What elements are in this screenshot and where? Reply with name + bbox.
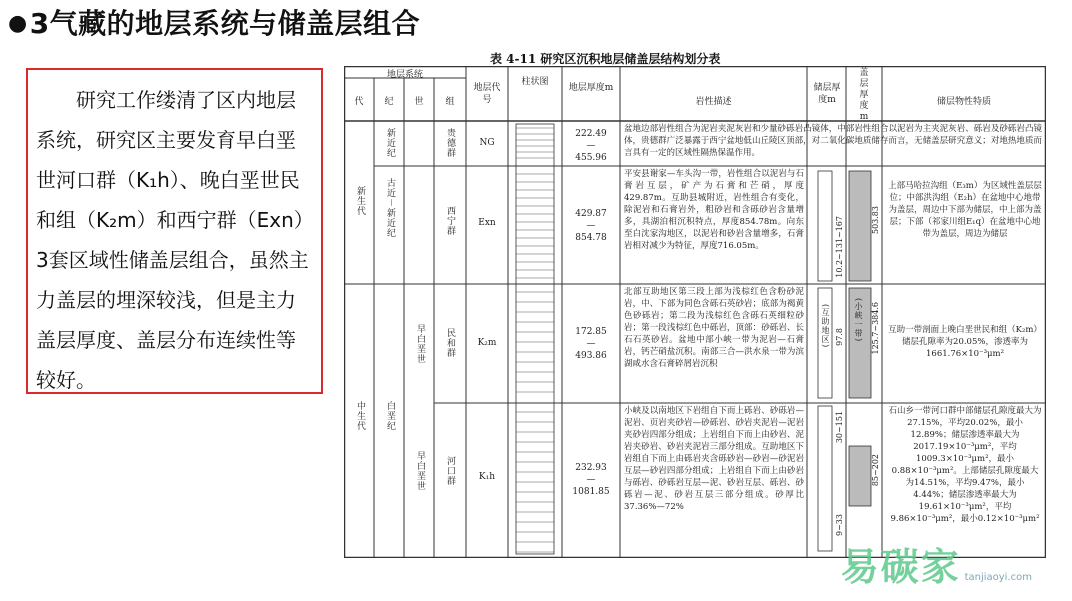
cap-exn: 503.83	[871, 206, 880, 234]
thickness-exn: 429.87 — 854.78	[575, 209, 607, 243]
code-k1h: K₁h	[478, 472, 496, 482]
reservoir-exn: 10.2~131~167	[835, 216, 844, 278]
properties-k1h: 石山乡一带河口群中部储层孔隙度最大为27.15%，平均20.02%，最小12.89%；储层渗透率最大为2017.19×10⁻³μm²，平均1009.3×10⁻³μm²，最小0.88×10⁻³μm²。上部储层孔隙度最大为14.51%，平均9.47%，最小4.44%；储层渗透率最大为19.61×10⁻³μm²，平均9.86×10⁻³μm²，最小0.12×10⁻³μm²	[888, 406, 1042, 524]
period-paleo-neogene: 古近－新近纪	[385, 178, 395, 239]
cap-k1h: 85~202	[871, 454, 880, 487]
epoch-k2m: 早白垩世	[415, 324, 425, 364]
era-cenozoic: 新生代	[355, 186, 365, 216]
header-strat-system: 地层系统	[386, 70, 423, 80]
header-epoch: 世	[414, 97, 424, 107]
watermark-logo	[841, 536, 1032, 591]
reservoir-note-k2m: (互助地区)	[821, 304, 830, 349]
code-k2m: K₂m	[477, 338, 497, 348]
header-thickness: 地层厚度m	[568, 83, 614, 93]
watermark-url: tanjiaoyi.com	[964, 572, 1032, 583]
group-xining: 西宁群	[445, 206, 455, 236]
header-group: 组	[445, 97, 455, 107]
cap-k2m: 125.7~384.6	[871, 302, 880, 355]
lithology-exn: 平安县谢家—车头沟一带，岩性组合以泥岩与石膏岩互层，矿产为石膏和芒硝，厚度429.87m。互助县城附近，岩性组合有变化，除泥岩和石膏岩外，粗砂岩和含砾砂岩含量增多，具湖泊相沉积特点，厚度854.78m。向东至白沈家沟地区，以泥岩和砂岩含量增多，石膏岩相对减少为特征，厚度716.05m。	[624, 169, 804, 251]
reservoir-k1h-b: 9~33	[835, 514, 844, 536]
group-hekou: 河口群	[445, 456, 455, 486]
header-code: 地层代号	[473, 83, 501, 105]
summary-paragraph: 研究工作缕清了区内地层系统，研究区主要发育早白垩世河口群（K₁h）、晚白垩世民和组（K₂m）和西宁群（Exn）3套区域性储盖层组合，虽然主力盖层的埋深较浅，但是主力盖层厚度、盖层分布连续性等较好。	[36, 88, 314, 392]
properties-k2m: 互助一带剖面上晚白垩世民和组（K₂m）储层孔隙率为20.05%，渗透率为1661.76×10⁻³μm²	[888, 325, 1042, 359]
stratigraphy-table	[344, 66, 1046, 558]
thickness-k1h: 232.93 — 1081.85	[572, 463, 610, 497]
code-exn: Exn	[478, 218, 496, 228]
header-properties: 储层物性特质	[936, 97, 991, 107]
group-guide: 贵德群	[445, 128, 455, 158]
bullet-icon: ●	[8, 11, 28, 36]
cap-note-k2m: (小峡一带)	[854, 298, 863, 343]
properties-exn: 上部马哈拉沟组（E₃m）为区域性盖层层位；中部洪沟组（E₂h）在盆地中心地带为盖层，周边中下部为储层，中上部为盖层；下部（祁家川组E₁q）在盆地中心地带为盖层，周边为储层	[888, 181, 1042, 239]
period-neogene: 新近纪	[385, 128, 395, 158]
period-cretaceous: 白垩纪	[385, 401, 395, 431]
thickness-ng: 222.49 — 455.96	[575, 129, 607, 163]
header-lithology: 岩性描述	[695, 97, 732, 107]
table-caption: 表 4-11 研究区沉积地层储盖层结构划分表	[490, 52, 721, 66]
lithology-ng: 盆地边部岩性组合为泥岩夹泥灰岩和少量砂砾岩凸镜体，中部岩性组合以泥岩为主夹泥灰岩、砾岩及砂砾岩凸镜体，贵德群广泛暴露于西宁盆地低山丘陵区顶部，对二氧化碳地质储存而言，无储盖层研究意义；对地热地质而言具有一定的区域性隔热保温作用。	[624, 124, 1042, 158]
thickness-k2m: 172.85 — 493.86	[575, 327, 607, 361]
reservoir-k2m: 97.8	[835, 328, 844, 346]
header-cap: 盖层厚度m	[859, 68, 869, 122]
code-ng: NG	[479, 138, 495, 148]
header-period: 纪	[384, 97, 394, 107]
header-era: 代	[354, 97, 364, 107]
watermark-text: 易碳家	[840, 545, 961, 589]
reservoir-k1h-a: 30~151	[835, 411, 844, 444]
lithology-k2m: 北部互助地区第三段上部为浅棕红色含粉砂泥岩，中、下部为同色含砾石英砂岩；底部为褐黄色砂砾岩；第二段为浅棕红色含砾石英细粒砂岩；第一段浅棕红色中砾岩，顶部：砂砾岩、长石石英砂岩。盆地中部小峡一带为泥岩—石膏岩，钙芒硝盐沉积。南部三合—洪水泉一带为滨湖咸水含石膏碎屑岩沉积	[624, 287, 804, 369]
summary-box	[26, 68, 323, 394]
epoch-k1h: 早白垩世	[415, 451, 425, 491]
header-reservoir: 储层厚度m	[813, 83, 841, 105]
era-mesozoic: 中生代	[355, 401, 365, 431]
lithology-k1h: 小峡及以南地区下岩组自下而上砾岩、砂砾岩—泥岩、页岩夹砂岩—砂砾岩、砂岩夹泥岩—泥岩夹砂岩四部分组成；上岩组自下而上由砂岩、泥岩夹砂岩、砂岩夹泥岩三部分组成。互助地区下岩组自下而上由砾岩夹含砾砂岩—砂岩—砂泥岩互层—砂岩四部分组成；上岩组自下而上由砂岩与砾岩、砂砾岩互层—泥、砂岩互层、砾岩、砂砾岩—泥、砂岩互层三部分组成。砂厚比37.36%—72%	[624, 406, 804, 512]
header-column: 柱状图	[521, 77, 549, 87]
group-minhe: 民和群	[445, 328, 455, 358]
slide-title: ●3气藏的地层系统与储盖层组合	[8, 7, 421, 40]
